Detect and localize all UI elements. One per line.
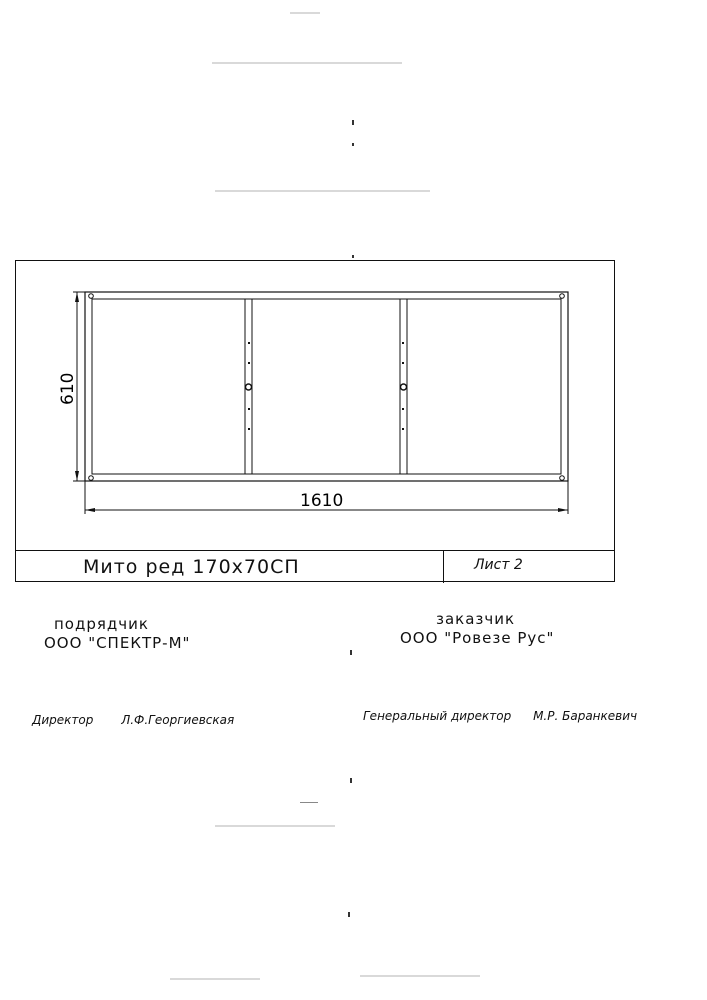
scan-speck: [352, 120, 354, 125]
contractor-org: ООО "СПЕКТР-М": [44, 634, 191, 652]
corner-bolt: [560, 476, 565, 481]
contractor-block: [44, 615, 190, 652]
customer-role: заказчик: [436, 610, 516, 628]
customer-name: М.Р. Баранкевич: [533, 709, 638, 723]
dimension-width: 1610: [300, 491, 344, 511]
mullion-fixing-left: [246, 384, 252, 390]
contractor-name: Л.Ф.Георгиевская: [121, 713, 235, 727]
bleed-through-mark: [300, 802, 318, 803]
customer-position: Генеральный директор: [363, 709, 512, 723]
title-block: [15, 550, 615, 582]
scan-speck: [350, 778, 352, 783]
corner-bolt: [89, 476, 94, 481]
arrow-head: [85, 508, 95, 512]
corner-bolt: [560, 294, 565, 299]
mullion-fixing-right: [401, 384, 407, 390]
arrow-head: [75, 292, 79, 302]
outer-profile: [85, 292, 568, 481]
technical-drawing: [15, 260, 615, 550]
customer-block: [400, 610, 554, 647]
scan-speck: [348, 912, 350, 917]
dimension-height: 610: [58, 372, 78, 405]
scan-speck: [352, 143, 354, 146]
scan-speck: [352, 255, 354, 258]
mullion-holes-left: [248, 342, 250, 430]
inner-profile: [92, 299, 561, 474]
contractor-signature-line: [32, 713, 258, 727]
bleed-through-mark: [215, 190, 430, 192]
bleed-through-mark: [170, 978, 260, 980]
bleed-through-mark: [360, 975, 480, 977]
mullion-holes-right: [402, 342, 404, 430]
scan-speck: [350, 650, 352, 655]
bleed-through-mark: [290, 12, 320, 14]
arrow-head: [75, 471, 79, 481]
corner-bolt: [89, 294, 94, 299]
contractor-position: Директор: [32, 713, 94, 727]
bleed-through-mark: [215, 825, 335, 827]
customer-org: ООО "Ровезе Рус": [400, 629, 555, 647]
contractor-role: подрядчик: [54, 615, 149, 633]
arrow-head: [558, 508, 568, 512]
customer-signature-line: [363, 709, 637, 723]
drawing-title: Мито ред 170х70СП: [15, 551, 444, 583]
sheet-number: Лист 2: [474, 557, 523, 573]
bleed-through-mark: [212, 62, 402, 64]
